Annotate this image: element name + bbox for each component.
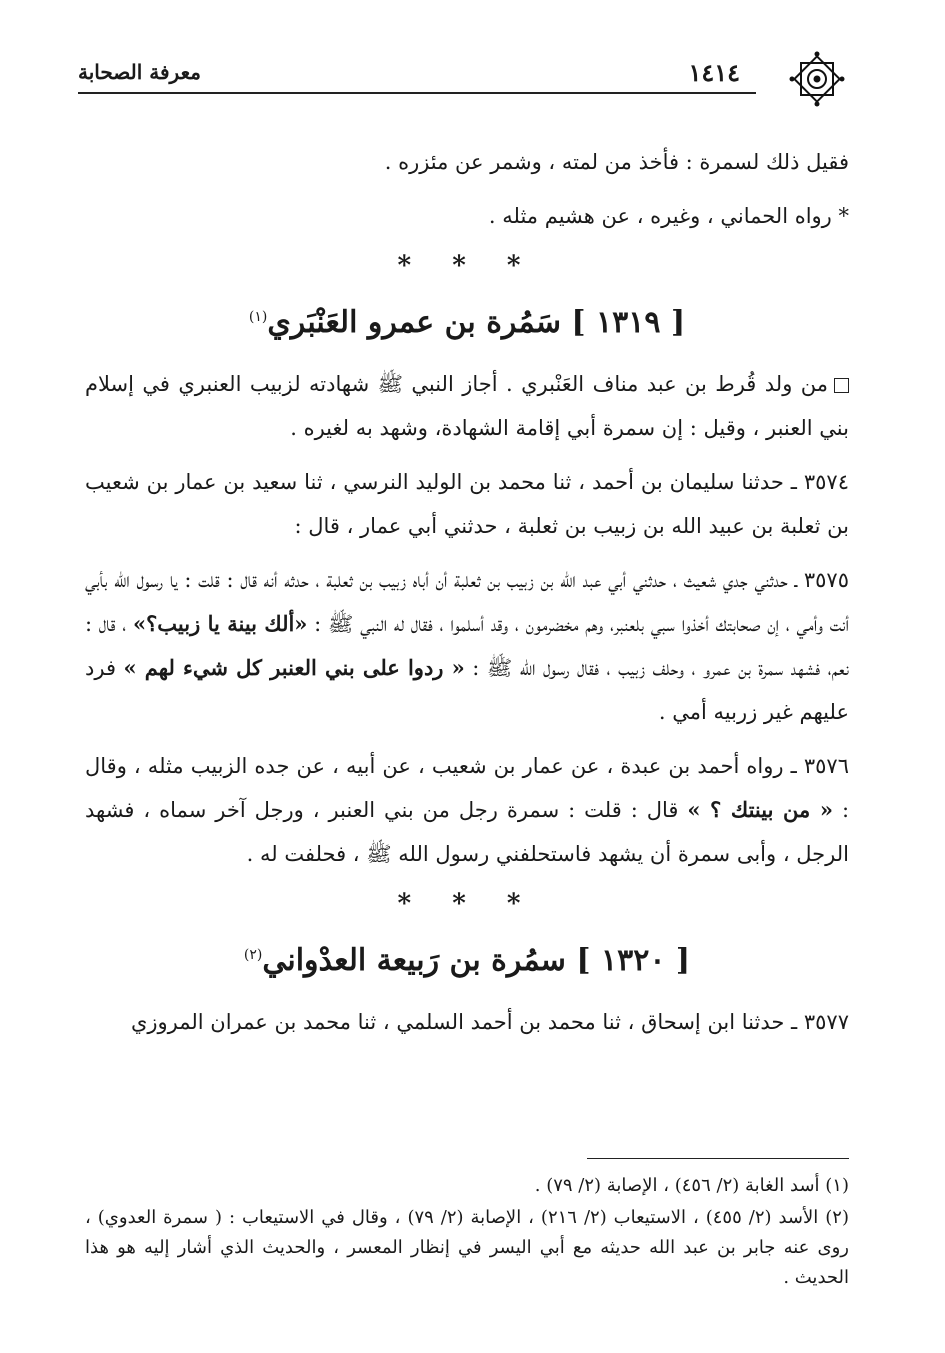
hadith-3575 — [85, 558, 849, 734]
hadith-3575-part-e: فرد عليهم غير زربيه أمي . — [85, 656, 849, 724]
entry-title-text: [ ١٣٢٠ ] سمُرة بن رَبيعة العدْواني — [262, 943, 691, 978]
footnote-1: (١) أسد الغابة (٢/ ٤٥٦) ، الإصابة (٢/ ٧٩) . — [534, 1175, 849, 1196]
hadith-3576-part-c: قال : قلت : سمرة رجل من بني العنبر ، ورجل آخر سماه ، فشهد الرجل ، وأبى سمرة أن يشهد فاستحلفني رسول الله ﷺ ، فحلفت له . — [85, 798, 849, 866]
hadith-3575-part-a: ٣٥٧٥ ـ حدثني جدي شعيث ، حدثني أبي عبد الله بن زبيب بن ثعلبة أن أباه زبيب بن ثعلبة ، حدثه أنه قال : قلت : يا رسول الله بأبي أنت وأمي ، إن صحابتك أخذوا سبي بلعنبر، وهم مخضرمون ، وقد أسلموا ، فقال له النبي ﷺ : — [85, 568, 849, 636]
footnote-ref-1: (١) — [248, 309, 268, 325]
hadith-3575-quote-1: «ألك بينة يا زبيب؟» — [133, 611, 308, 636]
hadith-3574: ٣٥٧٤ ـ حدثنا سليمان بن أحمد ، ثنا محمد بن الوليد النرسي ، ثنا سعيد بن عمار بن شعيب بن ثعلبة بن عبيد الله بن زبيب بن ثعلبة ، حدثني أبي عمار ، قال : — [85, 470, 849, 538]
entry-intro-text: من ولد قُرط بن عبد مناف العَنْبري . أجاز النبي ﷺ شهادته لزبيب العنبري في إسلام بني العنبر ، وقيل : إن سمرة أبي إقامة الشهادة، وشهد به لغيره . — [85, 372, 849, 440]
paragraph-1: فقيل ذلك لسمرة : فأخذ من لمته ، وشمر عن مئزره . — [384, 150, 849, 174]
page-header — [78, 52, 848, 110]
star-ornament-icon — [786, 48, 848, 110]
footnote-2: (٢) الأسد (٢/ ٤٥٥) ، الاستيعاب (٢/ ٢١٦) ، الإصابة (٢/ ٧٩) ، وقال في الاستيعاب : ( سمرة العدوي) ، روى عنه جابر بن عبد الله حديثه مع أبي اليسر في إنظار المعسر ، والحديث الذي أشار إليه هو هذا الحديث . — [85, 1207, 849, 1288]
square-bullet-icon — [834, 378, 849, 393]
footnotes — [85, 1158, 849, 1295]
hadith-3576 — [85, 744, 849, 876]
hadith-3576-part-a: ٣٥٧٦ ـ رواه أحمد بن عبدة ، عن عمار بن شعيب ، عن أبيه ، عن جده الزبيب مثله ، وقال : — [85, 754, 850, 822]
hadith-3575-quote-2: « ردوا على بني العنبر كل شيء لهم » — [123, 655, 465, 680]
hadith-3577: ٣٥٧٧ ـ حدثنا ابن إسحاق ، ثنا محمد بن أحمد السلمي ، ثنا محمد بن عمران المروزي — [130, 1010, 849, 1034]
header-rule — [78, 92, 756, 94]
section-separator: * * * — [397, 889, 537, 919]
page-number: ١٤١٤ — [688, 58, 740, 87]
entry-title-1320 — [85, 928, 849, 988]
footnote-ref-2: (٢) — [243, 947, 263, 963]
entry-title-1319 — [85, 290, 849, 350]
main-text — [85, 140, 849, 1054]
entry-title-text: [ ١٣١٩ ] سَمُرة بن عمرو العَنْبَري — [267, 305, 686, 340]
section-separator: * * * — [397, 251, 537, 281]
hadith-3576-quote: « من بينتك ؟ » — [687, 797, 833, 822]
footnote-rule — [587, 1158, 849, 1159]
entry-intro-1319 — [85, 362, 849, 450]
paragraph-2: * رواه الحماني ، وغيره ، عن هشيم مثله . — [488, 204, 849, 228]
running-title: معرفة الصحابة — [78, 60, 201, 84]
hadith-3575-part-c: ، قال : نعم، فشهد سمرة بن عمرو ، وحلف زبيب ، فقال رسول الله ﷺ : — [85, 612, 849, 680]
